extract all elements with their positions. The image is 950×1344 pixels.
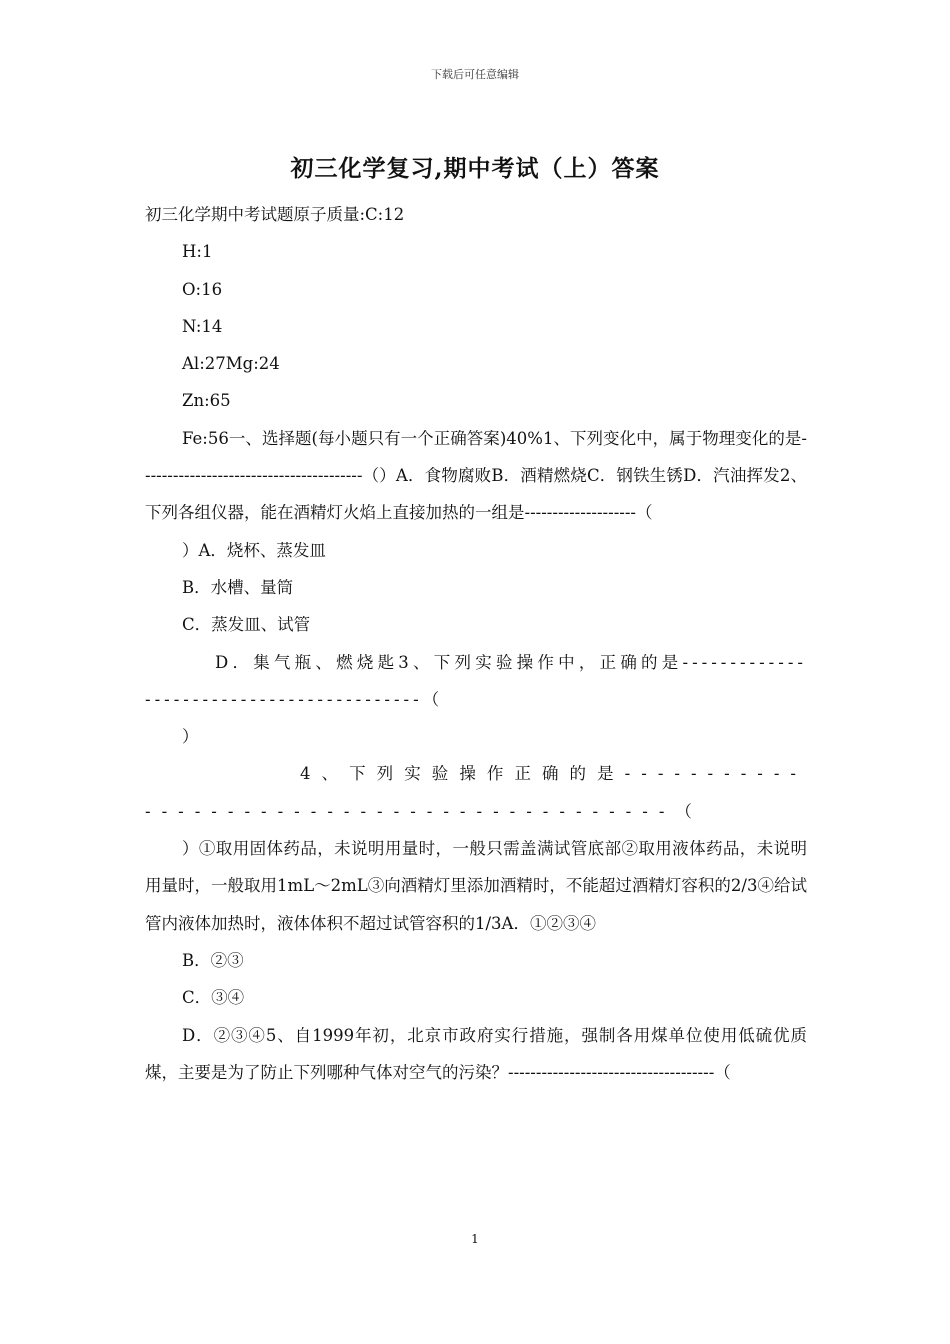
paragraph-question-1-2: Fe:56一、选择题(每小题只有一个正确答案)40%1、下列变化中，属于物理变化的是----------------------------------------（）A．食物腐败B．酒精燃烧C．钢铁生锈D．汽油挥发2、下列各组仪器，能在酒精灯火焰上直接加热的一组是--------------------（ [145,428,807,523]
paragraph-n: N:14 [182,316,223,336]
paragraph-option-c: C．蒸发皿、试管 [182,615,311,635]
paragraph-option-b: B．水槽、量筒 [182,577,294,597]
page-number: 1 [471,1232,479,1246]
document-body [145,196,807,1091]
document-title: 初三化学复习,期中考试（上）答案 [290,155,660,182]
paragraph-zn: Zn:65 [182,391,231,411]
paragraph-question-4: 4、下列实验操作正确的是-------------------------------------------（ [145,764,807,821]
paragraph-al-mg: Al:27Mg:24 [182,354,280,374]
paragraph-h: H:1 [182,242,213,262]
paragraph-bracket: ） [182,727,199,747]
page-header: 下载后可任意编辑 [431,68,519,81]
paragraph-question-3: D．集气瓶、燃烧匙3、下列实验操作中，正确的是------------------------------------------（ [145,652,807,709]
paragraph-option-b2: B．②③ [182,950,244,970]
paragraph-option-c2: C．③④ [182,988,245,1008]
paragraph-question-5: D．②③④5、自1999年初，北京市政府实行措施，强制各用煤单位使用低硫优质煤，主要是为了防止下列哪种气体对空气的污染？-------------------------------------（ [145,1025,807,1082]
paragraph-atomic-mass: 初三化学期中考试题原子质量:C:12 [145,205,405,224]
paragraph-option-a: ）A．烧杯、蒸发皿 [182,540,326,560]
paragraph-o: O:16 [182,279,223,299]
paragraph-question-4-body: ）①取用固体药品，未说明用量时，一般只需盖满试管底部②取用液体药品，未说明用量时，一般取用1mL～2mL③向酒精灯里添加酒精时，不能超过酒精灯容积的2/3④给试管内液体加热时，液体体积不超过试管容积的1/3A．①②③④ [145,839,807,933]
